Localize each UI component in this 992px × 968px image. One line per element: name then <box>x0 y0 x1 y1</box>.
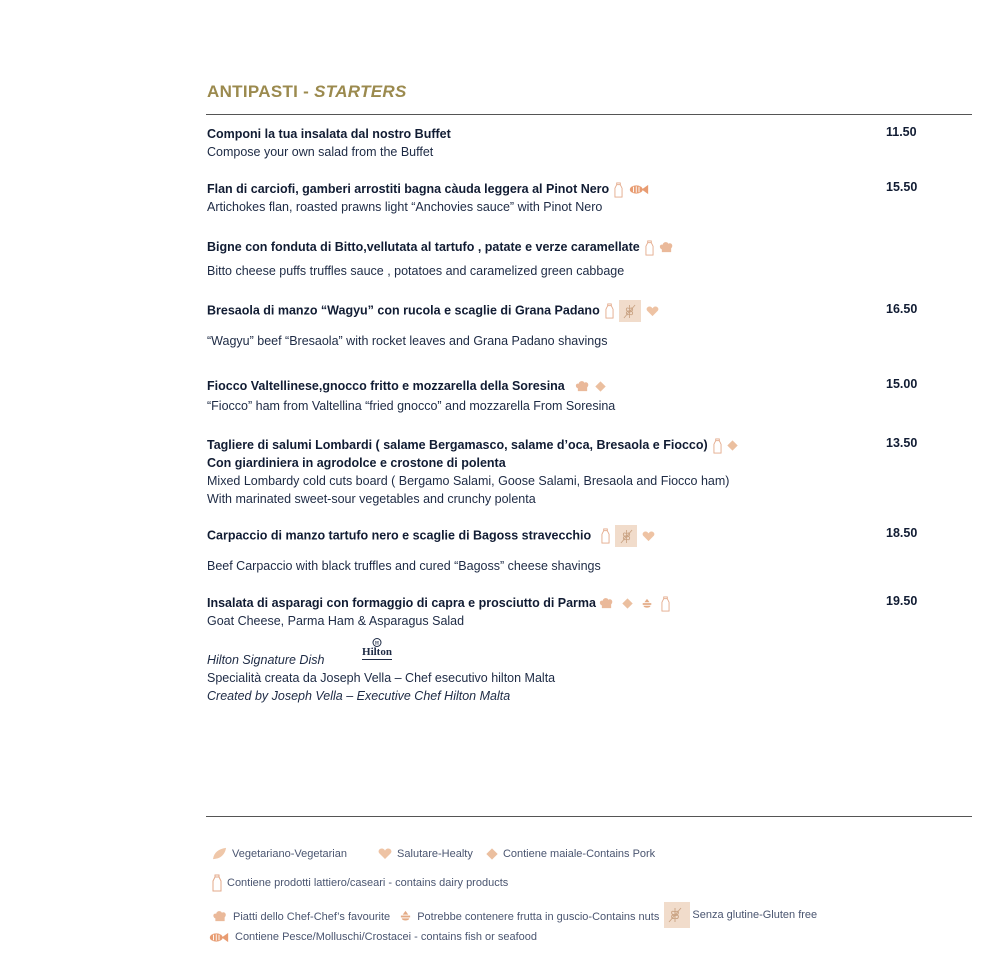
item-price: 15.00 <box>886 377 918 391</box>
legend-row-3 <box>212 902 827 928</box>
dairy-icon <box>661 596 670 612</box>
legend-pork: Contiene maiale-Contains Pork <box>502 848 656 860</box>
legend-chef: Piatti dello Chef-Chef’s favourite <box>233 910 391 923</box>
section-title <box>207 82 407 102</box>
legend-row-1 <box>212 847 665 863</box>
dairy-icon <box>645 240 654 256</box>
item-price: 16.50 <box>886 302 918 316</box>
menu-item <box>207 436 927 508</box>
item-price: 18.50 <box>886 526 918 540</box>
legend-dairy: Contiene prodotti lattiero/caseari - contains dairy products <box>227 877 509 889</box>
menu-item <box>207 300 927 350</box>
item-price: 15.50 <box>886 180 918 194</box>
dairy-icon <box>614 182 623 198</box>
item-name-en: Beef Carpaccio with black truffles and cured “Bagoss” cheese shavings <box>207 559 601 573</box>
item-name-it-2: Con giardiniera in agrodolce e crostone di polenta <box>207 456 506 470</box>
legend-fish: Contiene Pesce/Molluschi/Crostacei - contains fish or seafood <box>235 931 538 943</box>
pork-icon <box>622 598 633 609</box>
nuts-icon <box>399 910 412 923</box>
bottom-divider <box>206 816 972 817</box>
heart-icon <box>646 306 659 317</box>
chef-hat-icon <box>575 380 590 393</box>
nuts-icon <box>641 598 653 610</box>
vegetarian-icon <box>212 847 227 860</box>
item-name-en: Bitto cheese puffs truffles sauce , potatoes and caramelized green cabbage <box>207 264 625 278</box>
item-name-it: Carpaccio di manzo tartufo nero e scaglie di Bagoss stravecchio <box>207 528 592 543</box>
legend-row-4 <box>208 931 547 946</box>
pork-icon <box>727 440 738 451</box>
section-title-main: ANTIPASTI - <box>207 82 315 101</box>
item-price: 19.50 <box>886 594 918 608</box>
item-name-it: Tagliere di salumi Lombardi ( salame Bergamasco, salame d’oca, Bresaola e Fiocco) <box>207 438 708 452</box>
heart-icon <box>642 531 655 542</box>
item-name-en: “Wagyu” beef “Bresaola” with rocket leaves and Grana Padano shavings <box>207 334 608 348</box>
chef-hat-icon <box>599 597 614 610</box>
item-price: 13.50 <box>886 436 918 450</box>
gluten-free-icon <box>664 902 690 928</box>
dairy-icon <box>713 438 722 454</box>
legend-gluten-free: Senza glutine-Gluten free <box>692 909 818 921</box>
menu-item <box>207 377 927 415</box>
gluten-free-icon <box>619 300 641 322</box>
pork-icon <box>486 848 498 860</box>
item-name-it: Bigne con fonduta di Bitto,vellutata al tartufo , patate e verze caramellate <box>207 240 640 254</box>
dairy-icon <box>212 874 222 892</box>
item-name-en: Mixed Lombardy cold cuts board ( Bergamo Salami, Goose Salami, Bresaola and Fiocco ham) <box>207 474 730 488</box>
svg-text:H: H <box>375 641 379 647</box>
item-name-en: “Fiocco” ham from Valtellina “fried gnocco” and mozzarella From Soresina <box>207 399 616 413</box>
item-name-en-2: With marinated sweet-sour vegetables and crunchy polenta <box>207 492 536 506</box>
item-name-it: Fiocco Valtellinese,gnocco fritto e mozzarella della Soresina <box>207 379 565 393</box>
item-name-it: Insalata di asparagi con formaggio di capra e prosciutto di Parma <box>207 596 596 610</box>
hilton-logo: H Hilton <box>362 638 392 662</box>
top-divider <box>206 114 972 115</box>
menu-item <box>207 125 927 161</box>
item-name-it: Bresaola di manzo “Wagyu” con rucola e scaglie di Grana Padano <box>207 303 600 318</box>
signature-en: Created by Joseph Vella – Executive Chef Hilton Malta <box>207 689 511 703</box>
legend-vegetarian: Vegetariano-Vegetarian <box>232 847 347 860</box>
item-name-it: Componi la tua insalata dal nostro Buffet <box>207 127 451 141</box>
menu-item <box>207 180 927 216</box>
menu-item <box>207 525 927 575</box>
menu-item <box>207 238 927 280</box>
chef-hat-icon <box>212 910 228 923</box>
legend-healthy: Salutare-Healty <box>397 848 473 860</box>
signature-it: Specialità creata da Joseph Vella – Chef esecutivo hilton Malta <box>207 671 556 685</box>
item-name-en: Goat Cheese, Parma Ham & Asparagus Salad <box>207 614 465 628</box>
chef-hat-icon <box>659 241 674 254</box>
dairy-icon <box>601 528 610 544</box>
fish-icon <box>628 184 650 195</box>
fish-icon <box>208 932 230 943</box>
menu-item <box>207 594 927 630</box>
heart-icon <box>378 848 392 860</box>
section-title-italic: STARTERS <box>314 82 407 101</box>
dairy-icon <box>605 303 614 319</box>
item-name-it: Flan di carciofi, gamberi arrostiti bagna càuda leggera al Pinot Nero <box>207 182 610 196</box>
gluten-free-icon <box>615 525 637 547</box>
legend-row-2 <box>212 874 518 895</box>
signature-label: Hilton Signature Dish <box>207 653 325 667</box>
pork-icon <box>595 381 606 392</box>
item-price: 11.50 <box>886 125 917 139</box>
item-name-en: Compose your own salad from the Buffet <box>207 145 434 159</box>
legend-nuts: Potrebbe contenere frutta in guscio-Contains nuts <box>417 910 660 923</box>
item-name-en: Artichokes flan, roasted prawns light “Anchovies sauce” with Pinot Nero <box>207 200 603 214</box>
